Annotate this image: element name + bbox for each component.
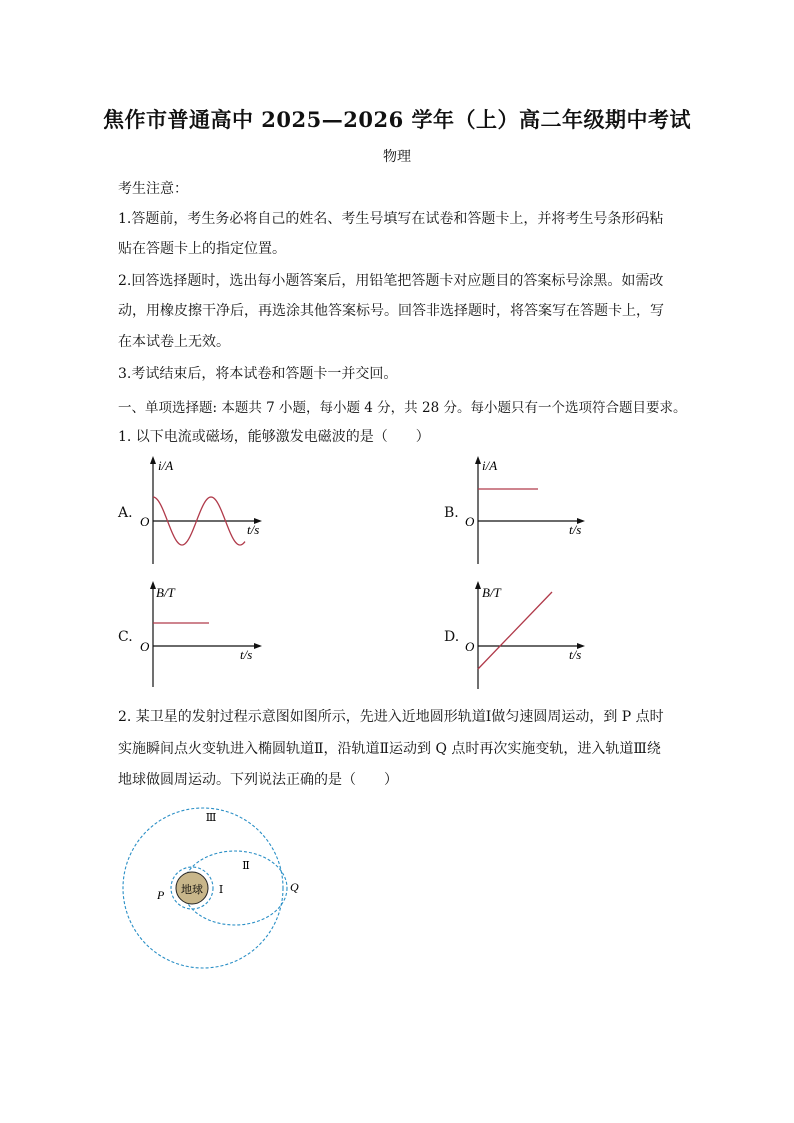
y-axis-label: i/A <box>158 458 174 473</box>
origin-label: O <box>465 639 475 654</box>
subject-label: 物理 <box>383 149 411 165</box>
notice-line: 动，用橡皮擦干净后，再选涂其他答案标号。回答非选择题时，将答案写在答题卡上，写 <box>118 303 664 319</box>
y-axis-label: B/T <box>156 585 175 600</box>
origin-label: O <box>140 514 150 529</box>
option-c-label: C. <box>118 629 133 645</box>
option-b-label: B. <box>444 505 459 521</box>
section-heading: 一、单项选择题: 本题共 7 小题，每小题 4 分，共 28 分。每小题只有一个选项符合题目要求。 <box>118 400 687 416</box>
notice-line: 贴在答题卡上的指定位置。 <box>118 241 286 257</box>
point-q-label: Q <box>290 880 299 894</box>
orbit-2-label: Ⅱ <box>242 860 250 872</box>
field-increasing-line <box>478 592 552 669</box>
orbit-diagram <box>115 805 305 980</box>
origin-label: O <box>140 639 150 654</box>
question-2-line: 地球做圆周运动。下列说法正确的是（ ） <box>118 772 398 788</box>
question-2-line: 2. 某卫星的发射过程示意图如图所示，先进入近地圆形轨道Ⅰ做匀速圆周运动，到 P 点时 <box>118 709 664 725</box>
y-axis-arrow <box>150 456 156 464</box>
x-axis-label: t/s <box>569 522 582 537</box>
earth-label: 地球 <box>181 884 203 896</box>
graph-d <box>455 577 600 693</box>
exam-title: 焦作市普通高中 2025—2026 学年（上）高二年级期中考试 <box>102 107 691 132</box>
notice-line: 2.回答选择题时，选出每小题答案后，用铅笔把答题卡对应题目的答案标号涂黑。如需改 <box>118 273 664 289</box>
graph-c <box>135 577 280 693</box>
y-axis-arrow <box>475 581 481 589</box>
x-axis-arrow <box>254 643 262 649</box>
graph-a <box>135 452 280 570</box>
notice-line: 3.考试结束后，将本试卷和答题卡一并交回。 <box>118 366 398 382</box>
graph-b <box>455 452 600 570</box>
x-axis-label: t/s <box>240 647 253 662</box>
orbit-3-label: Ⅲ <box>205 812 217 824</box>
question-2-line: 实施瞬间点火变轨进入椭圆轨道Ⅱ，沿轨道Ⅱ运动到 Q 点时再次实施变轨，进入轨道Ⅲ绕 <box>118 741 661 757</box>
option-d-label: D. <box>444 629 460 645</box>
origin-label: O <box>465 514 475 529</box>
x-axis-label: t/s <box>247 522 260 537</box>
y-axis-arrow <box>475 456 481 464</box>
notice-line: 1.答题前，考生务必将自己的姓名、考生号填写在试卷和答题卡上，并将考生号条形码粘 <box>118 211 664 227</box>
orbit-1-label: Ⅰ <box>218 884 224 896</box>
point-p-label: P <box>157 888 165 902</box>
option-a-label: A. <box>118 505 133 521</box>
y-axis-label: B/T <box>482 585 501 600</box>
notice-line: 在本试卷上无效。 <box>118 334 230 350</box>
y-axis-label: i/A <box>482 458 498 473</box>
question-1-stem: 1. 以下电流或磁场，能够激发电磁波的是（ ） <box>118 429 430 445</box>
x-axis-label: t/s <box>569 647 582 662</box>
notice-heading: 考生注意： <box>118 181 188 197</box>
